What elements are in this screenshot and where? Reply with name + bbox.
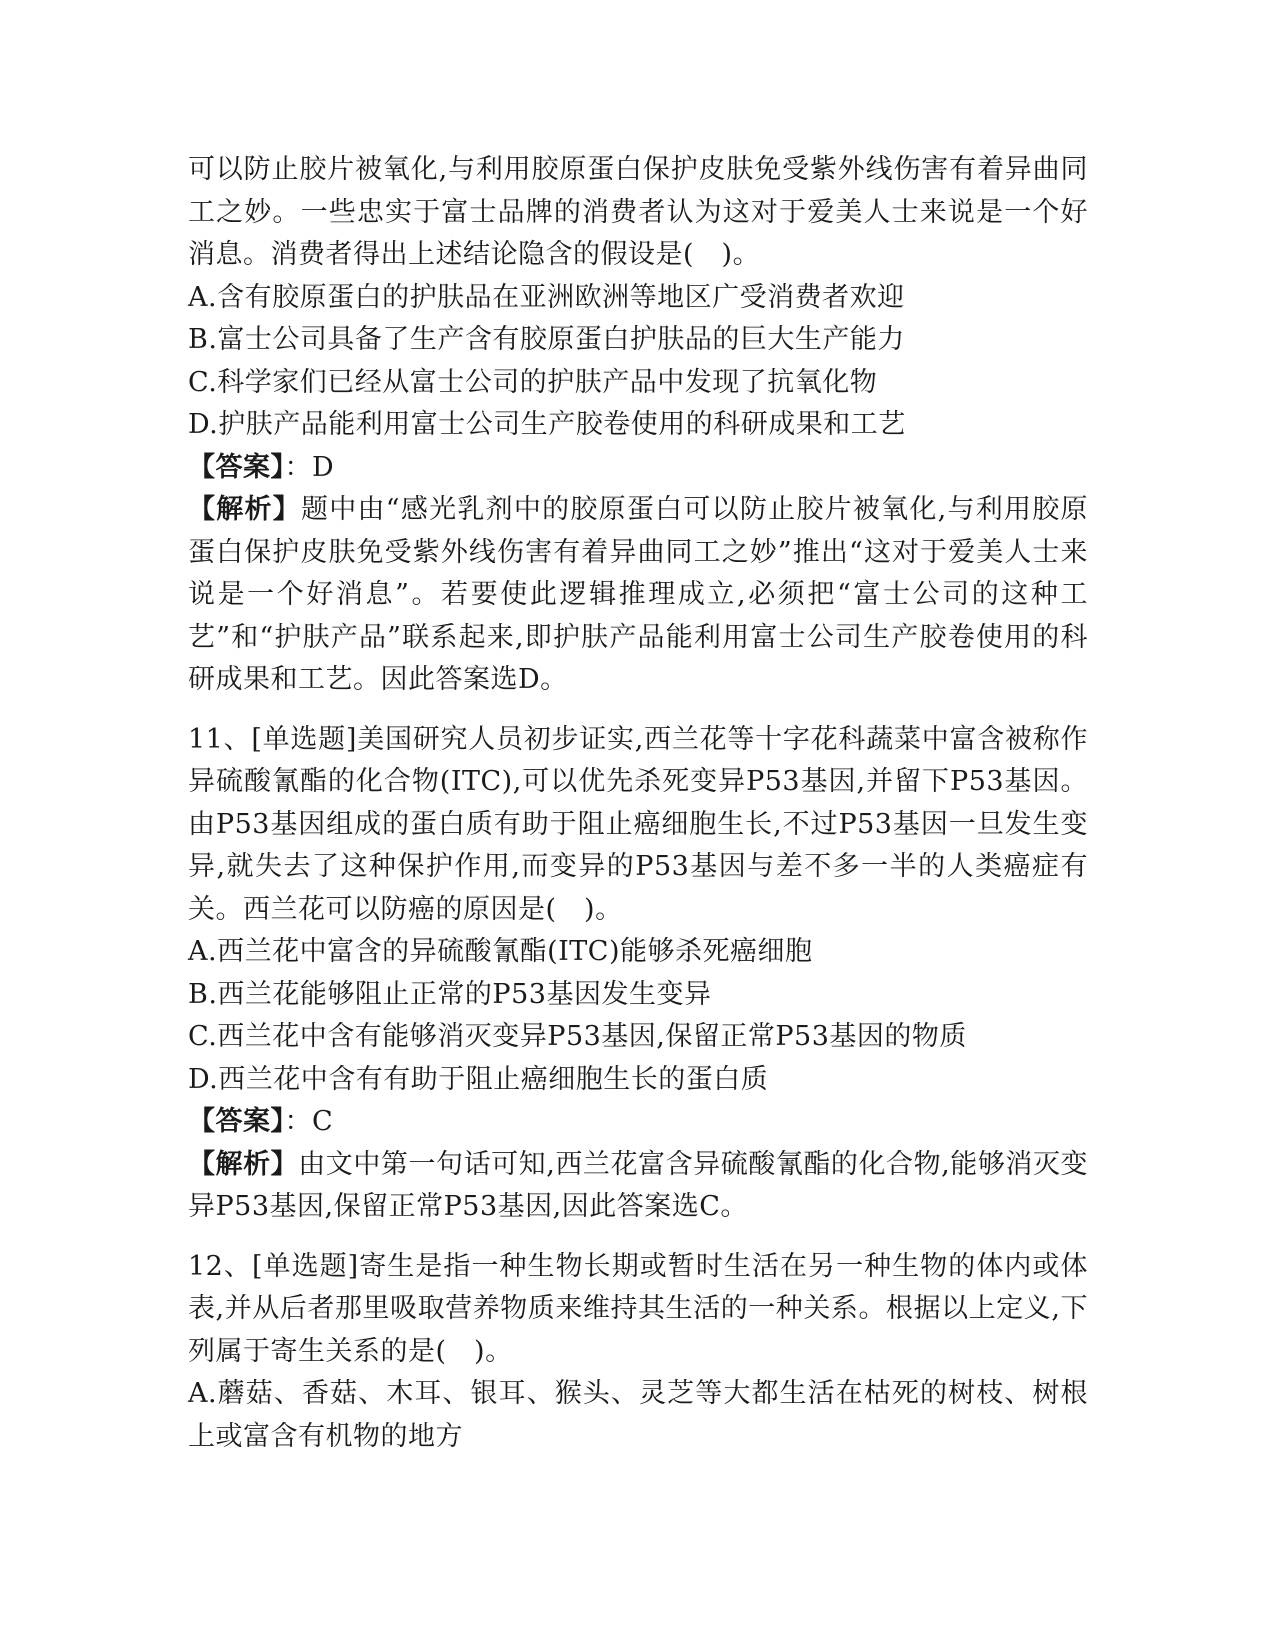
q11-option-a: A.西兰花中富含的异硫酸氰酯(ITC)能够杀死癌细胞 xyxy=(188,936,813,967)
q10-answer-label: 【答案】 xyxy=(188,451,285,483)
q10-answer xyxy=(188,447,1088,490)
q10-option-b: B.富士公司具备了生产含有胶原蛋白护肤品的巨大生产能力 xyxy=(188,324,905,355)
q10-stem-tail: 可以防止胶片被氧化,与利用胶原蛋白保护皮肤免受紫外线伤害有着异曲同工之妙。一些忠实于富士品牌的消费者认为这对于爱美人士来说是一个好消息。消费者得出上述结论隐含的假设是( )。 xyxy=(188,154,1088,270)
q10-option-a: A.含有胶原蛋白的护肤品在亚洲欧洲等地区广受消费者欢迎 xyxy=(188,281,905,313)
q10-analysis-label: 【解析】 xyxy=(188,494,302,525)
q10-analysis-text: 题中由“感光乳剂中的胶原蛋白可以防止胶片被氧化,与利用胶原蛋白保护皮肤免受紫外线伤害有着异曲同工之妙”推出“这对于爱美人士来说是一个好消息”。若要使此逻辑推理成立,必须把“富士公司的这种工艺”和“护肤产品”联系起来,即护肤产品能利用富士公司生产胶卷使用的科研成果和工艺。因此答案选D。 xyxy=(188,494,1088,695)
q10-option-c: C.科学家们已经从富士公司的护肤产品中发现了抗氧化物 xyxy=(188,366,878,398)
q11-option-c: C.西兰花中含有能够消灭变异P53基因,保留正常P53基因的物质 xyxy=(188,1021,967,1052)
q10-analysis xyxy=(188,489,1088,702)
q11-analysis xyxy=(188,1144,1088,1229)
document-content xyxy=(188,149,1088,1458)
q10-option-d: D.护肤产品能利用富士公司生产胶卷使用的科研成果和工艺 xyxy=(188,409,906,440)
q11-stem: 11、[单选题]美国研究人员初步证实,西兰花等十字花科蔬菜中富含被称作异硫酸氰酯的化合物(ITC),可以优先杀死变异P53基因,并留下P53基因。由P53基因组成的蛋白质有助于阻止癌细胞生长,不过P53基因一旦发生变异,就失去了这种保护作用,而变异的P53基因与差不多一半的人类癌症有关。西兰花可以防癌的原因是( )。 xyxy=(188,723,1088,925)
q11-option-d: D.西兰花中含有有助于阻止癌细胞生长的蛋白质 xyxy=(188,1063,769,1095)
section-gap xyxy=(188,1229,1088,1246)
q11-option-b: B.西兰花能够阻止正常的P53基因发生变异 xyxy=(188,978,712,1010)
q11-answer-label: 【答案】 xyxy=(188,1106,285,1137)
q11-answer-value: ：C xyxy=(284,1106,334,1137)
section-gap xyxy=(188,702,1088,719)
q11-analysis-text: 由文中第一句话可知,西兰花富含异硫酸氰酯的化合物,能够消灭变异P53基因,保留正常P53基因,因此答案选C。 xyxy=(188,1148,1089,1222)
q11-analysis-label: 【解析】 xyxy=(188,1148,299,1180)
q10-answer-value: ：D xyxy=(284,451,335,483)
q12-stem: 12、[单选题]寄生是指一种生物长期或暂时生活在另一种生物的体内或体表,并从后者那里吸取营养物质来维持其生活的一种关系。根据以上定义,下列属于寄生关系的是( )。 xyxy=(188,1250,1088,1367)
q11-answer xyxy=(188,1101,1088,1144)
q12-option-a: A.蘑菇、香菇、木耳、银耳、猴头、灵芝等大都生活在枯死的树枝、树根上或富含有机物的地方 xyxy=(188,1378,1088,1452)
